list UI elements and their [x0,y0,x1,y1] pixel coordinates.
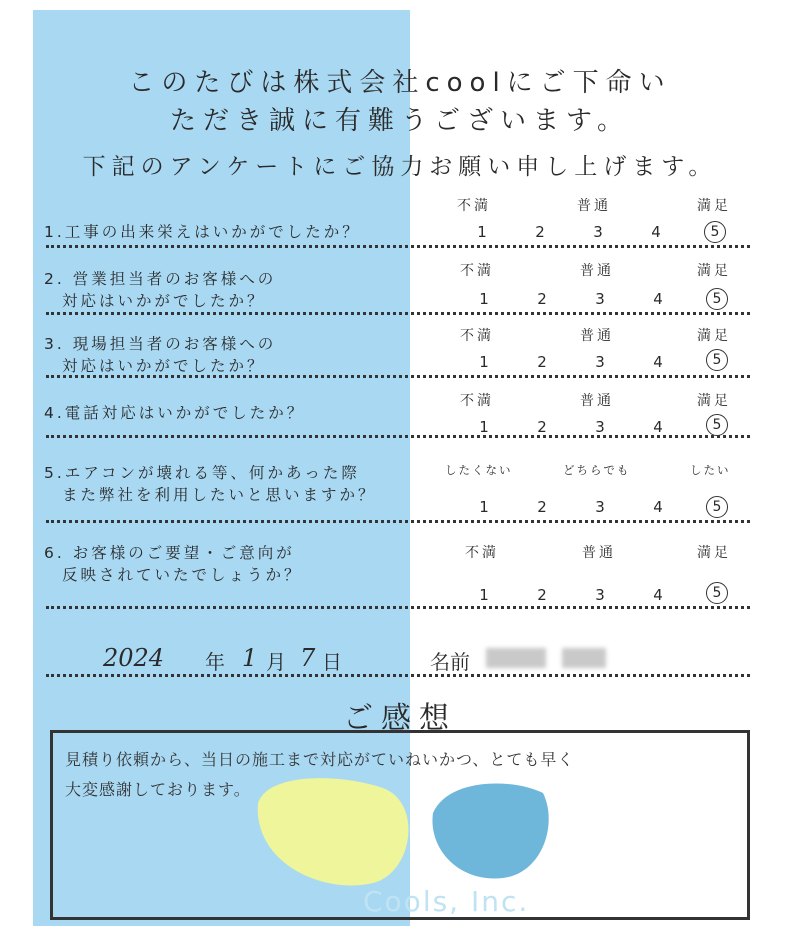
date-month[interactable]: 1 [242,644,258,672]
date-day[interactable]: 7 [300,644,316,672]
question-5-text [44,462,377,506]
rating-option-3[interactable]: 3 [595,498,605,516]
year-unit: 年 [205,650,225,674]
question-4 [0,390,800,470]
scale-mid-label: どちらでも [563,463,631,477]
question-5-line1: 5.エアコンが壊れる等、何かあった際 [44,464,360,482]
redacted-name [562,648,606,668]
question-5-line2: また弊社を利用したいと思いますか？ [62,486,377,504]
rating-option-1[interactable]: 1 [479,586,489,604]
scale-low-label: 不満 [460,393,494,409]
scale-high-label: したい [690,463,731,477]
question-2-line1: 2. 営業担当者のお客様への [44,270,277,288]
scale-mid-label: 普通 [582,545,616,561]
question-1-line1: 1.工事の出来栄えはいかがでしたか？ [44,223,361,241]
rating-option-5-selected[interactable]: 5 [704,221,726,243]
rating-option-2[interactable]: 2 [537,586,547,604]
rating-option-2[interactable]: 2 [537,418,547,436]
question-2-line2: 対応はいかがでしたか？ [62,292,266,310]
scale-high-label: 満足 [697,545,731,561]
redacted-name [486,648,546,668]
rating-option-1[interactable]: 1 [479,353,489,371]
rating-option-2[interactable]: 2 [535,223,545,241]
dotted-separator [46,606,750,609]
question-6 [0,542,800,622]
rating-option-4[interactable]: 4 [653,353,663,371]
question-4-text [44,402,305,424]
question-6-line2: 反映されていたでしょうか？ [62,566,303,584]
scale-low-label: 不満 [465,545,499,561]
date-year[interactable]: 2024 [103,644,165,672]
day-unit: 日 [322,650,342,674]
question-6-line1: 6. お客様のご要望・ご意向が [44,544,295,562]
scale-mid-label: 普通 [577,198,611,214]
rating-option-4[interactable]: 4 [653,418,663,436]
question-5 [0,460,800,540]
dotted-separator [46,674,750,677]
scale-low-label: 不満 [460,328,494,344]
dotted-separator [46,520,750,523]
comment-line-1: 見積り依頼から、当日の施工まで対応がていねいかつ、とても早く [65,750,575,769]
rating-option-3[interactable]: 3 [595,586,605,604]
scale-high-label: 満足 [697,198,731,214]
question-3-line2: 対応はいかがでしたか？ [62,357,266,375]
rating-option-2[interactable]: 2 [537,353,547,371]
comment-text [65,745,574,805]
rating-option-5-selected[interactable]: 5 [706,349,728,371]
date-name-row [0,644,800,676]
rating-option-3[interactable]: 3 [595,418,605,436]
intro-line-2: ただき誠に有難うございます。 [170,106,630,136]
rating-option-5-selected[interactable]: 5 [706,414,728,436]
rating-option-1[interactable]: 1 [479,418,489,436]
scale-mid-label: 普通 [580,263,614,279]
question-1-text [44,221,361,243]
rating-option-1[interactable]: 1 [479,290,489,308]
rating-option-5-selected[interactable]: 5 [706,582,728,604]
scale-high-label: 満足 [697,328,731,344]
intro-line-3: 下記のアンケートにご協力お願い申し上げます。 [82,154,718,180]
scale-low-label: 不満 [457,198,491,214]
dotted-separator [46,375,750,378]
scale-mid-label: 普通 [580,328,614,344]
intro-line-1: このたびは株式会社coolにご下命い [128,68,672,98]
rating-option-4[interactable]: 4 [653,290,663,308]
rating-option-3[interactable]: 3 [593,223,603,241]
rating-option-2[interactable]: 2 [537,498,547,516]
dotted-separator [46,435,750,438]
rating-option-1[interactable]: 1 [477,223,487,241]
dotted-separator [46,245,750,248]
rating-option-4[interactable]: 4 [651,223,661,241]
scale-high-label: 満足 [697,263,731,279]
thoughts-title: ご感想 [343,701,457,736]
logo-text: Cools, Inc. [363,885,530,918]
question-6-text [44,542,303,586]
question-3-text [44,333,276,377]
rating-option-5-selected[interactable]: 5 [706,288,728,310]
name-label: 名前 [430,650,470,674]
scale-low-label: したくない [445,463,513,477]
rating-option-4[interactable]: 4 [653,586,663,604]
scale-low-label: 不満 [460,263,494,279]
rating-option-1[interactable]: 1 [479,498,489,516]
rating-option-4[interactable]: 4 [653,498,663,516]
comment-line-2: 大変感謝しております。 [65,780,251,799]
question-2-text [44,268,276,312]
dotted-separator [46,312,750,315]
rating-option-2[interactable]: 2 [537,290,547,308]
scale-mid-label: 普通 [580,393,614,409]
rating-option-3[interactable]: 3 [595,353,605,371]
scale-high-label: 満足 [697,393,731,409]
rating-option-5-selected[interactable]: 5 [706,496,728,518]
thoughts-box[interactable] [50,730,750,920]
question-4-line1: 4.電話対応はいかがでしたか？ [44,404,306,422]
month-unit: 月 [266,650,286,674]
question-3-line1: 3. 現場担当者のお客様への [44,335,277,353]
rating-option-3[interactable]: 3 [595,290,605,308]
